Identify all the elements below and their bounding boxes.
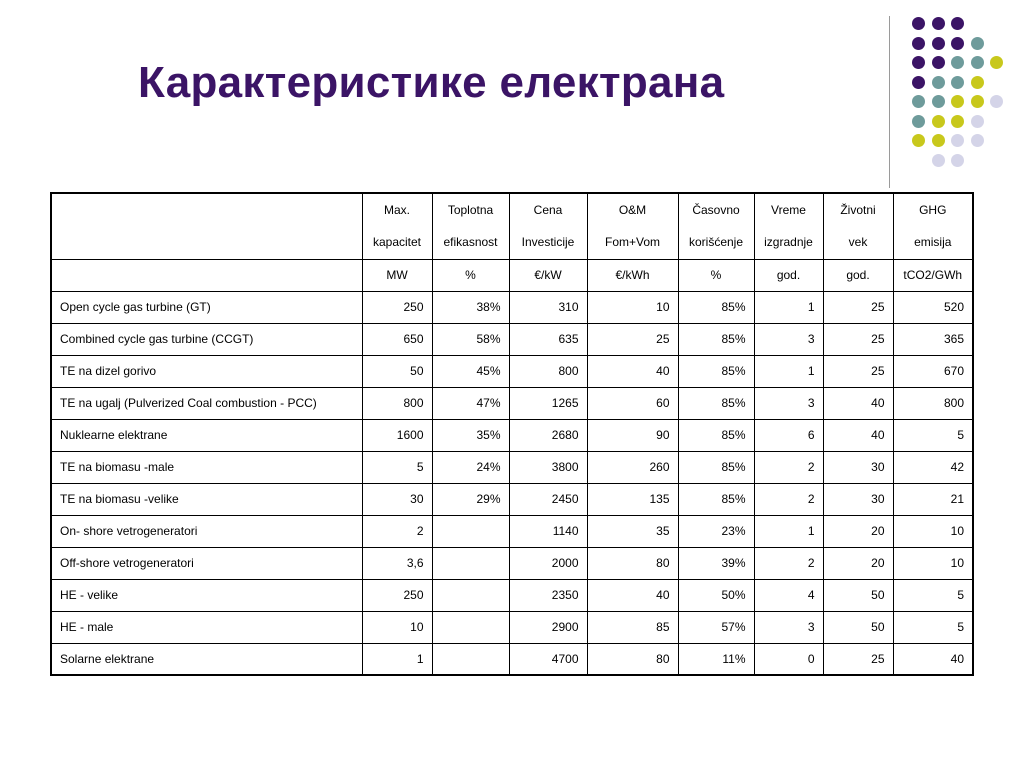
- unit-cell: god.: [754, 259, 823, 291]
- plant-name-cell: TE na ugalj (Pulverized Coal combustion - PCC): [51, 387, 362, 419]
- value-cell: 5: [362, 451, 432, 483]
- header-cell-construction-time: [754, 193, 823, 259]
- value-cell: 1265: [509, 387, 587, 419]
- value-cell: 800: [509, 355, 587, 387]
- header-line: Investicije: [521, 235, 575, 250]
- table-row: [51, 643, 973, 675]
- decorative-dot: [912, 115, 925, 128]
- value-cell: 47%: [432, 387, 509, 419]
- header-line: Životni: [840, 203, 876, 218]
- header-line: Časovno: [692, 203, 740, 218]
- value-cell: 10: [362, 611, 432, 643]
- decorative-dot: [971, 37, 984, 50]
- unit-cell: €/kW: [509, 259, 587, 291]
- value-cell: 60: [587, 387, 678, 419]
- decorative-dot: [932, 56, 945, 69]
- plant-name-cell: Off-shore vetrogeneratori: [51, 547, 362, 579]
- table-row: [51, 547, 973, 579]
- decorative-dot: [951, 37, 964, 50]
- value-cell: 85: [587, 611, 678, 643]
- decorative-dot: [932, 76, 945, 89]
- value-cell: 2: [362, 515, 432, 547]
- value-cell: 50: [823, 611, 893, 643]
- decorative-dot: [912, 134, 925, 147]
- header-cell-thermal-efficiency: [432, 193, 509, 259]
- header-cell-max-capacity: [362, 193, 432, 259]
- value-cell: 10: [587, 291, 678, 323]
- value-cell: [432, 579, 509, 611]
- decorative-dot: [912, 37, 925, 50]
- value-cell: 4: [754, 579, 823, 611]
- decorative-dot: [932, 115, 945, 128]
- value-cell: 85%: [678, 355, 754, 387]
- value-cell: 40: [893, 643, 973, 675]
- value-cell: 85%: [678, 483, 754, 515]
- value-cell: 3: [754, 611, 823, 643]
- value-cell: 25: [823, 355, 893, 387]
- value-cell: 310: [509, 291, 587, 323]
- header-line: emisija: [914, 235, 952, 250]
- table-row: [51, 611, 973, 643]
- value-cell: 5: [893, 579, 973, 611]
- value-cell: 85%: [678, 291, 754, 323]
- table-row: [51, 323, 973, 355]
- decorative-dot: [932, 37, 945, 50]
- power-plant-table-container: [50, 192, 974, 676]
- value-cell: 29%: [432, 483, 509, 515]
- decorative-dot: [951, 56, 964, 69]
- value-cell: 1600: [362, 419, 432, 451]
- header-cell-lifetime: [823, 193, 893, 259]
- plant-name-cell: TE na biomasu -velike: [51, 483, 362, 515]
- value-cell: 24%: [432, 451, 509, 483]
- value-cell: [432, 515, 509, 547]
- decorative-dot: [912, 95, 925, 108]
- header-line: Max.: [383, 203, 410, 218]
- value-cell: 85%: [678, 323, 754, 355]
- plant-name-cell: TE na dizel gorivo: [51, 355, 362, 387]
- decorative-dot: [932, 95, 945, 108]
- value-cell: 260: [587, 451, 678, 483]
- decorative-dot: [951, 134, 964, 147]
- value-cell: 20: [823, 515, 893, 547]
- value-cell: 21: [893, 483, 973, 515]
- value-cell: 2900: [509, 611, 587, 643]
- value-cell: 650: [362, 323, 432, 355]
- header-line: O&M: [618, 203, 647, 218]
- value-cell: 3,6: [362, 547, 432, 579]
- value-cell: 2: [754, 483, 823, 515]
- value-cell: 4700: [509, 643, 587, 675]
- value-cell: 10: [893, 547, 973, 579]
- value-cell: 42: [893, 451, 973, 483]
- header-cell-investment-cost: [509, 193, 587, 259]
- table-row: [51, 579, 973, 611]
- value-cell: 90: [587, 419, 678, 451]
- value-cell: 30: [823, 451, 893, 483]
- header-cell-ghg-emission: [893, 193, 973, 259]
- header-line: izgradnje: [764, 235, 813, 250]
- value-cell: 50%: [678, 579, 754, 611]
- decorative-dot: [951, 115, 964, 128]
- unit-cell: %: [678, 259, 754, 291]
- value-cell: 250: [362, 579, 432, 611]
- value-cell: 635: [509, 323, 587, 355]
- value-cell: 1: [754, 515, 823, 547]
- header-line: Fom+Vom: [604, 235, 661, 250]
- plant-name-cell: Combined cycle gas turbine (CCGT): [51, 323, 362, 355]
- value-cell: 40: [823, 387, 893, 419]
- decorative-dot: [932, 17, 945, 30]
- header-cell-utilization: [678, 193, 754, 259]
- value-cell: 6: [754, 419, 823, 451]
- plant-name-cell: HE - velike: [51, 579, 362, 611]
- plant-name-cell: TE na biomasu -male: [51, 451, 362, 483]
- value-cell: 2000: [509, 547, 587, 579]
- value-cell: 25: [823, 323, 893, 355]
- value-cell: 670: [893, 355, 973, 387]
- value-cell: 1: [754, 291, 823, 323]
- header-line: kapacitet: [372, 235, 422, 250]
- decorative-dot: [990, 56, 1003, 69]
- value-cell: 10: [893, 515, 973, 547]
- table-row: [51, 291, 973, 323]
- decorative-dot: [951, 154, 964, 167]
- table-row: [51, 355, 973, 387]
- table-units-row: [51, 259, 973, 291]
- decorative-dot: [951, 76, 964, 89]
- value-cell: 5: [893, 611, 973, 643]
- decorative-dot: [990, 95, 1003, 108]
- value-cell: 2350: [509, 579, 587, 611]
- decorative-dot: [971, 115, 984, 128]
- decorative-dot: [971, 134, 984, 147]
- header-line: Vreme: [771, 203, 806, 218]
- value-cell: 135: [587, 483, 678, 515]
- value-cell: 45%: [432, 355, 509, 387]
- value-cell: 40: [587, 355, 678, 387]
- table-row: [51, 483, 973, 515]
- value-cell: [432, 547, 509, 579]
- value-cell: 250: [362, 291, 432, 323]
- value-cell: 85%: [678, 419, 754, 451]
- value-cell: 50: [362, 355, 432, 387]
- value-cell: 30: [823, 483, 893, 515]
- decorative-dot: [912, 56, 925, 69]
- header-line: vek: [848, 235, 868, 250]
- value-cell: 35%: [432, 419, 509, 451]
- plant-name-cell: HE - male: [51, 611, 362, 643]
- plant-name-cell: On- shore vetrogeneratori: [51, 515, 362, 547]
- value-cell: 25: [587, 323, 678, 355]
- value-cell: 85%: [678, 387, 754, 419]
- value-cell: 25: [823, 643, 893, 675]
- value-cell: 2680: [509, 419, 587, 451]
- header-line: Toplotna: [447, 203, 494, 218]
- value-cell: 1140: [509, 515, 587, 547]
- decorative-dot: [971, 76, 984, 89]
- value-cell: 0: [754, 643, 823, 675]
- value-cell: 40: [587, 579, 678, 611]
- decorative-dot: [912, 76, 925, 89]
- value-cell: 35: [587, 515, 678, 547]
- header-line: GHG: [919, 203, 947, 218]
- value-cell: 23%: [678, 515, 754, 547]
- decorative-dot: [951, 17, 964, 30]
- value-cell: 58%: [432, 323, 509, 355]
- header-line: efikasnost: [443, 235, 498, 250]
- value-cell: 3800: [509, 451, 587, 483]
- value-cell: [432, 611, 509, 643]
- value-cell: 50: [823, 579, 893, 611]
- unit-cell: MW: [362, 259, 432, 291]
- decorative-dot: [971, 95, 984, 108]
- unit-cell: god.: [823, 259, 893, 291]
- value-cell: 57%: [678, 611, 754, 643]
- value-cell: 30: [362, 483, 432, 515]
- value-cell: 40: [823, 419, 893, 451]
- table-header-row: [51, 193, 973, 259]
- value-cell: 2: [754, 451, 823, 483]
- value-cell: 85%: [678, 451, 754, 483]
- value-cell: 80: [587, 547, 678, 579]
- value-cell: 1: [754, 355, 823, 387]
- decorative-dot: [971, 56, 984, 69]
- unit-cell: €/kWh: [587, 259, 678, 291]
- value-cell: 520: [893, 291, 973, 323]
- table-row: [51, 419, 973, 451]
- power-plant-characteristics-table: [50, 192, 974, 676]
- slide-title: Карактеристике електрана: [138, 58, 725, 107]
- table-row: [51, 387, 973, 419]
- value-cell: 80: [587, 643, 678, 675]
- decorative-dot: [932, 134, 945, 147]
- value-cell: 1: [362, 643, 432, 675]
- unit-cell: %: [432, 259, 509, 291]
- header-cell-empty: [51, 193, 362, 259]
- table-row: [51, 515, 973, 547]
- decorative-dot: [951, 95, 964, 108]
- value-cell: 2450: [509, 483, 587, 515]
- value-cell: 11%: [678, 643, 754, 675]
- header-line: Cena: [533, 203, 563, 218]
- decorative-dot: [912, 17, 925, 30]
- unit-cell: tCO2/GWh: [893, 259, 973, 291]
- value-cell: 800: [362, 387, 432, 419]
- decorative-dot: [932, 154, 945, 167]
- header-cell-om-cost: [587, 193, 678, 259]
- value-cell: 3: [754, 323, 823, 355]
- plant-name-cell: Nuklearne elektrane: [51, 419, 362, 451]
- value-cell: 3: [754, 387, 823, 419]
- plant-name-cell: Solarne elektrane: [51, 643, 362, 675]
- value-cell: 38%: [432, 291, 509, 323]
- value-cell: [432, 643, 509, 675]
- value-cell: 365: [893, 323, 973, 355]
- value-cell: 2: [754, 547, 823, 579]
- value-cell: 25: [823, 291, 893, 323]
- value-cell: 39%: [678, 547, 754, 579]
- value-cell: 20: [823, 547, 893, 579]
- unit-cell: [51, 259, 362, 291]
- table-row: [51, 451, 973, 483]
- decorative-divider-line: [889, 16, 890, 188]
- value-cell: 5: [893, 419, 973, 451]
- header-line: korišćenje: [688, 235, 744, 250]
- plant-name-cell: Open cycle gas turbine (GT): [51, 291, 362, 323]
- value-cell: 800: [893, 387, 973, 419]
